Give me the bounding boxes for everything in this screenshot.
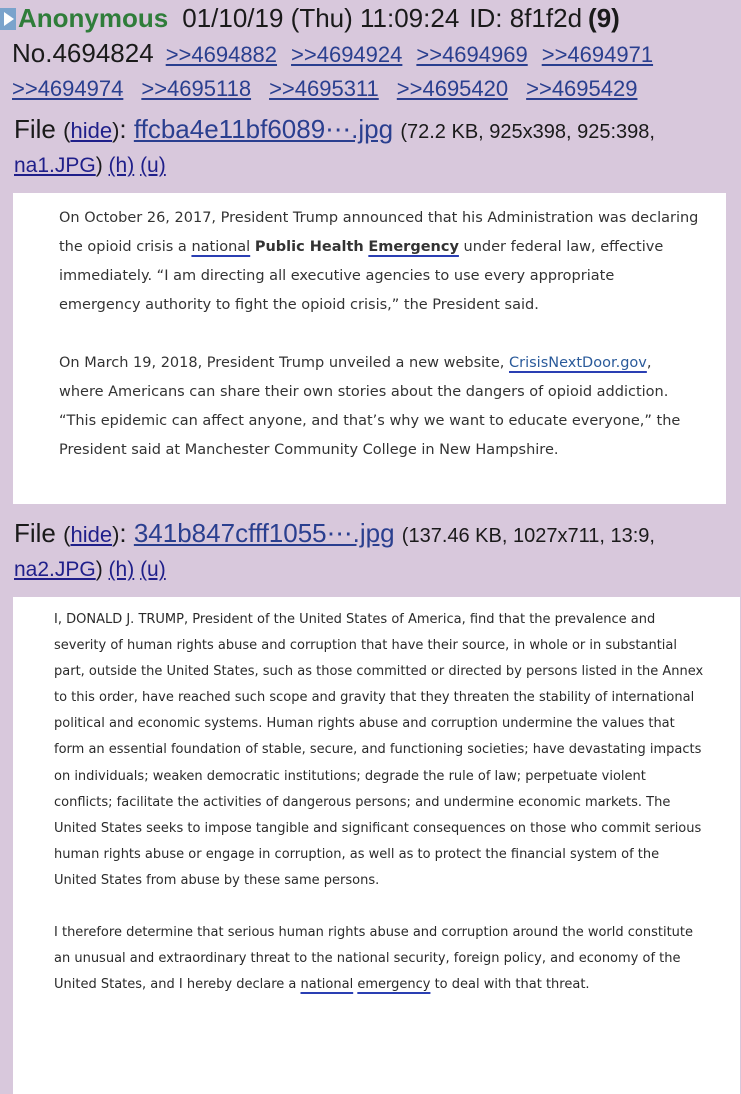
expand-arrow-icon[interactable] bbox=[0, 8, 16, 30]
image-1-text bbox=[59, 204, 699, 465]
file-label: File bbox=[14, 518, 56, 548]
u-link[interactable]: (u) bbox=[140, 558, 166, 581]
backlink[interactable]: >>4694924 bbox=[291, 42, 403, 67]
file-info-2: File (hide): 341b847cfff1055⋯.jpg (137.46 KB, 1027x711, 13:9, bbox=[14, 518, 655, 548]
post-header bbox=[0, 2, 620, 34]
u-link[interactable]: (u) bbox=[140, 154, 166, 177]
file-info-1: File (hide): ffcba4e11bf6089⋯.jpg (72.2 KB, 925x398, 925:398, bbox=[14, 114, 655, 144]
backlink[interactable]: >>4694969 bbox=[416, 42, 528, 67]
attached-image-2[interactable] bbox=[13, 597, 740, 1094]
backlink[interactable]: >>4695420 bbox=[396, 76, 509, 101]
poster-id[interactable]: ID: 8f1f2d bbox=[469, 3, 583, 33]
image-1-paragraph-2: On March 19, 2018, President Trump unveiled a new website, CrisisNextDoor.gov, where Americans can share their own stories about the dangers of opioid addiction. “This epidemic can affect anyone, and that’s why we want to educate everyone,” the President said at Manchester Community College in New Hampshire. bbox=[59, 355, 681, 458]
hide-link[interactable]: hide bbox=[70, 118, 113, 143]
file-info-2-sub: na2.JPG) (h) (u) bbox=[14, 558, 166, 581]
image-1-paragraph-1: On October 26, 2017, President Trump announced that his Administration was declaring the opioid crisis a national Public Health Emergency under federal law, effective immediately. “I am directing all executive agencies to use every appropriate emergency authority to fight the opioid crisis,” the President said. bbox=[59, 210, 699, 313]
file-info-1-sub: na1.JPG) (h) (u) bbox=[14, 154, 166, 177]
backlink[interactable]: >>4695311 bbox=[269, 76, 379, 101]
poster-name: Anonymous bbox=[18, 3, 169, 33]
backlink[interactable]: >>4694974 bbox=[12, 76, 124, 101]
post-number[interactable]: No.4694824 bbox=[12, 38, 154, 68]
image-2-text bbox=[54, 607, 704, 998]
post-datetime: 01/10/19 (Thu) 11:09:24 bbox=[182, 3, 460, 33]
backlink[interactable]: >>4694971 bbox=[541, 42, 654, 67]
underline-emergency: emergency bbox=[357, 977, 431, 993]
attached-image-1[interactable] bbox=[13, 193, 726, 504]
post-number-row bbox=[12, 36, 667, 72]
backlink[interactable]: >>4694882 bbox=[165, 42, 278, 67]
backlinks-row bbox=[12, 74, 655, 104]
backlink[interactable]: >>4695429 bbox=[526, 76, 638, 101]
h-link[interactable]: (h) bbox=[108, 558, 135, 581]
original-filename-link[interactable]: na2.JPG bbox=[14, 558, 96, 581]
hide-link[interactable]: hide bbox=[70, 522, 113, 547]
image-2-paragraph-1: I, DONALD J. TRUMP, President of the United States of America, find that the prevalence and severity of human rights abuse and corruption that have their source, in whole or in substantial part, outside the United States, such as those committed or directed by persons listed in the Annex to this order, have reached such scope and gravity that they threaten the stability of international political and economic systems. Human rights abuse and corruption undermine the values that form an essential foundation of stable, secure, and functioning societies; have devastating impacts on individuals; weaken democratic institutions; degrade the rule of law; perpetuate violent conflicts; facilitate the activities of dangerous persons; and undermine economic markets. The United States seeks to impose tangible and significant consequences on those who commit serious human rights abuse or engage in corruption, as well as to protect the financial system of the United States from abuse by these same persons. bbox=[54, 612, 704, 888]
file-meta: (137.46 KB, 1027x711, 13:9, bbox=[401, 525, 655, 547]
image-2-paragraph-2: I therefore determine that serious human rights abuse and corruption around the world constitute an unusual and extraordinary threat to the national security, foreign policy, and economy of the United States, and I hereby declare a national emergency to deal with that threat. bbox=[54, 925, 693, 993]
id-post-count: (9) bbox=[588, 3, 620, 33]
file-name-link[interactable]: 341b847cfff1055⋯.jpg bbox=[133, 518, 395, 548]
h-link[interactable]: (h) bbox=[108, 154, 135, 177]
file-label: File bbox=[14, 114, 56, 144]
file-meta: (72.2 KB, 925x398, 925:398, bbox=[400, 121, 655, 143]
underline-national: national bbox=[300, 977, 354, 993]
file-name-link[interactable]: ffcba4e11bf6089⋯.jpg bbox=[133, 114, 394, 144]
original-filename-link[interactable]: na1.JPG bbox=[14, 154, 96, 177]
backlink[interactable]: >>4695118 bbox=[141, 76, 252, 101]
underline-national: national bbox=[191, 239, 251, 255]
crisis-site-link: CrisisNextDoor.gov bbox=[509, 355, 647, 371]
underline-emergency: Emergency bbox=[368, 239, 459, 255]
